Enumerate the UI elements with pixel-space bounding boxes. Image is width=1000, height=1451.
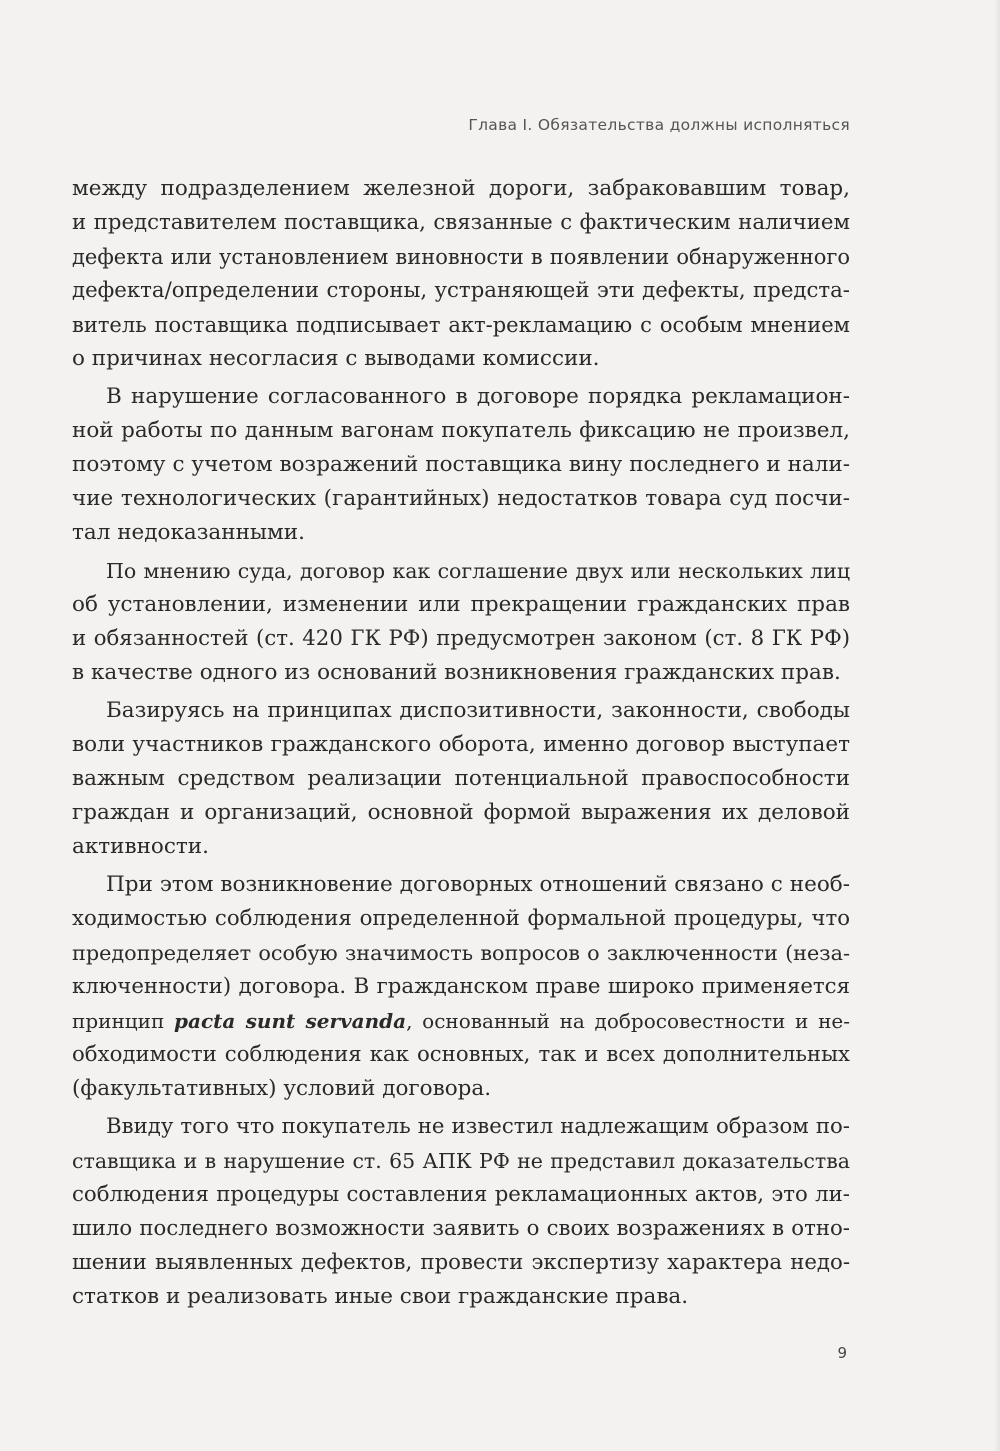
text-line: витель поставщика подписывает акт-рекламацию с особым мнением xyxy=(72,313,850,337)
text-line: шило последнего возможности заявить о своих возражениях в отно- xyxy=(72,1216,850,1241)
text-line: ходимостью соблюдения определенной формальной процедуры, что xyxy=(72,906,850,931)
page-number: 9 xyxy=(837,1344,847,1362)
text-line: дефекта или установлением виновности в появлении обнаруженного xyxy=(72,245,850,269)
text-line: По мнению суда, договор как соглашение двух или нескольких лиц xyxy=(106,559,850,583)
text-line: воли участников гражданского оборота, именно договор выступает xyxy=(72,732,850,757)
page-edge-shadow xyxy=(994,0,1000,1451)
text-line: важным средством реализации потенциальной правоспособности xyxy=(72,766,850,791)
text-line: (факультативных) условий договора. xyxy=(72,1076,492,1101)
text-line: предопределяет особую значимость вопросов о заключенности (неза- xyxy=(72,941,850,965)
text-line: ной работы по данным вагонам покупатель фиксацию не произвел, xyxy=(72,418,850,443)
body-text xyxy=(72,172,850,1318)
paragraph-5 xyxy=(72,868,850,1106)
text-line: чие технологических (гарантийных) недостатков товара суд посчи- xyxy=(72,486,850,511)
latin-line-before: принцип xyxy=(72,1009,175,1033)
text-line: и обязанностей (ст. 420 ГК РФ) предусмотрен законом (ст. 8 ГК РФ) xyxy=(72,626,850,651)
text-line: дефекта/определении стороны, устраняющей эти дефекты, предста- xyxy=(72,278,850,303)
text-line-with-latin xyxy=(72,1004,850,1038)
text-line: тал недоказанными. xyxy=(72,520,305,545)
latin-phrase: pacta sunt servanda xyxy=(174,1009,407,1033)
text-line: Базируясь на принципах диспозитивности, законности, свободы xyxy=(106,698,850,723)
paragraph-2 xyxy=(72,380,850,550)
running-header: Глава I. Обязательства должны исполняться xyxy=(468,116,850,134)
text-line: В нарушение согласованного в договоре порядка рекламацион- xyxy=(106,384,850,409)
text-line: граждан и организаций, основной формой выражения их деловой xyxy=(72,800,850,825)
latin-line-after: , основанный на добросовестности и не- xyxy=(406,1009,850,1033)
text-line: При этом возникновение договорных отношений связано с необ- xyxy=(106,872,850,897)
text-line: соблюдения процедуры составления рекламационных актов, это ли- xyxy=(72,1182,850,1207)
text-line: в качестве одного из оснований возникновения гражданских прав. xyxy=(72,660,841,685)
paragraph-6 xyxy=(72,1110,850,1314)
text-line: шении выявленных дефектов, провести экспертизу характера недо- xyxy=(72,1250,850,1275)
text-line: и представителем поставщика, связанные с фактическим наличием xyxy=(72,210,850,235)
text-line: о причинах несогласия с выводами комиссии. xyxy=(72,346,600,371)
paragraph-3 xyxy=(72,554,850,690)
text-line: ключенности) договора. В гражданском праве широко применяется xyxy=(72,974,850,999)
text-line: поэтому с учетом возражений поставщика вину последнего и нали- xyxy=(72,452,850,477)
text-line: между подразделением железной дороги, забраковавшим товар, xyxy=(72,176,850,201)
text-line: обходимости соблюдения как основных, так и всех дополнительных xyxy=(72,1042,850,1067)
text-line: ставщика и в нарушение ст. 65 АПК РФ не представил доказательства xyxy=(72,1149,850,1173)
paragraph-4 xyxy=(72,694,850,864)
text-line: активности. xyxy=(72,834,209,859)
paragraph-1 xyxy=(72,172,850,376)
text-line: об установлении, изменении или прекращении гражданских прав xyxy=(72,592,850,617)
text-line: Ввиду того что покупатель не известил надлежащим образом по- xyxy=(106,1114,850,1139)
text-line: статков и реализовать иные свои гражданские права. xyxy=(72,1284,689,1309)
